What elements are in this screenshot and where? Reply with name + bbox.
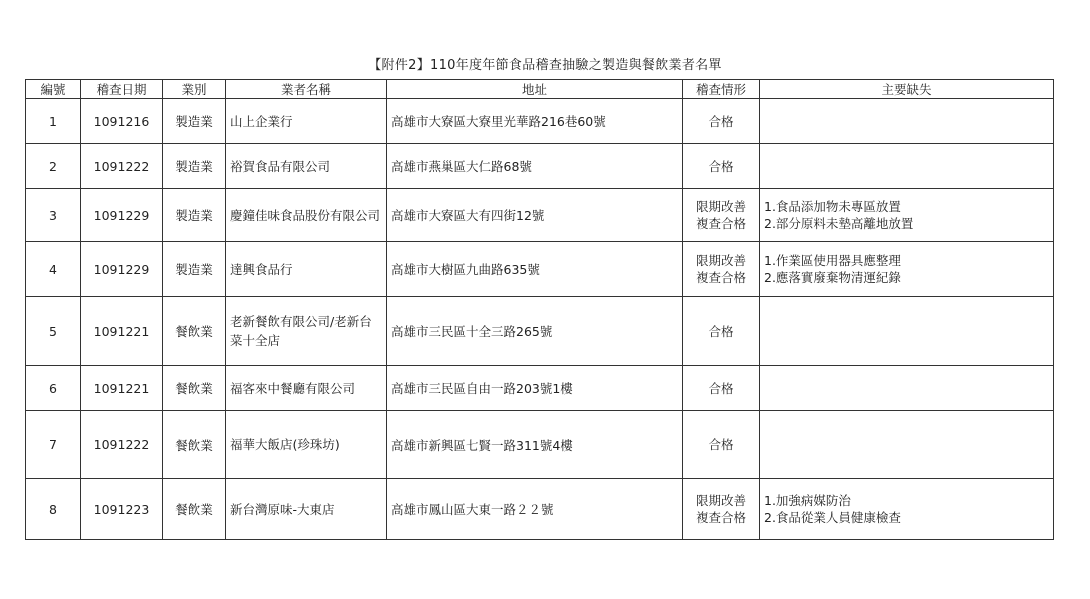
- cell-name: 慶鐘佳味食品股份有限公司: [226, 189, 387, 242]
- status-line: 合格: [708, 323, 734, 339]
- cell-type: 製造業: [163, 189, 226, 242]
- cell-no: 7: [26, 411, 81, 479]
- cell-defects: [760, 411, 1054, 479]
- cell-no: 8: [26, 479, 81, 540]
- status-line: 限期改善: [695, 199, 746, 214]
- cell-status: [683, 144, 760, 189]
- header-date: 稽查日期: [81, 80, 163, 99]
- cell-address: 高雄市大寮區大寮里光華路216巷60號: [387, 99, 683, 144]
- cell-type: 餐飲業: [163, 366, 226, 411]
- table-row: [26, 297, 1054, 366]
- cell-name: 福客來中餐廳有限公司: [226, 366, 387, 411]
- cell-type: 製造業: [163, 99, 226, 144]
- header-no: 編號: [26, 80, 81, 99]
- cell-date: 1091221: [81, 366, 163, 411]
- document-title: 【附件2】110年度年節食品稽查抽驗之製造與餐飲業者名單: [368, 58, 722, 73]
- cell-defects: [760, 297, 1054, 366]
- status-line: 限期改善: [695, 493, 746, 508]
- header-defects: 主要缺失: [760, 80, 1054, 99]
- cell-no: 1: [26, 99, 81, 144]
- defect-line: 2.應落實廢棄物清運紀錄: [764, 270, 901, 285]
- cell-status: [683, 366, 760, 411]
- cell-status: [683, 479, 760, 540]
- cell-date: 1091229: [81, 189, 163, 242]
- table-header-row: [26, 80, 1054, 99]
- cell-no: 4: [26, 242, 81, 297]
- header-address: 地址: [387, 80, 683, 99]
- table-body: [26, 99, 1054, 540]
- table-row: [26, 99, 1054, 144]
- status-line: 複查合格: [695, 270, 746, 285]
- defect-line: 1.加強病媒防治: [764, 493, 851, 508]
- table-row: [26, 144, 1054, 189]
- defect-line: 2.部分原料未墊高離地放置: [764, 216, 914, 231]
- defect-line: 1.食品添加物未專區放置: [764, 199, 901, 214]
- cell-name: 新台灣原味-大東店: [226, 479, 387, 540]
- cell-type: 餐飲業: [163, 411, 226, 479]
- status-line: 合格: [708, 158, 734, 174]
- status-line: 合格: [708, 380, 734, 396]
- cell-no: 5: [26, 297, 81, 366]
- cell-name: 達興食品行: [226, 242, 387, 297]
- cell-address: 高雄市新興區七賢一路311號4樓: [387, 411, 683, 479]
- cell-name: 福華大飯店(珍珠坊): [226, 411, 387, 479]
- cell-date: 1091216: [81, 99, 163, 144]
- cell-type: 製造業: [163, 144, 226, 189]
- table-row: [26, 242, 1054, 297]
- cell-no: 3: [26, 189, 81, 242]
- table-row: [26, 411, 1054, 479]
- cell-status: [683, 99, 760, 144]
- cell-defects: [760, 479, 1054, 540]
- defect-line: 1.作業區使用器具應整理: [764, 253, 901, 268]
- table-row: [26, 479, 1054, 540]
- cell-name: 山上企業行: [226, 99, 387, 144]
- cell-address: 高雄市三民區自由一路203號1樓: [387, 366, 683, 411]
- cell-date: 1091222: [81, 144, 163, 189]
- cell-defects: [760, 242, 1054, 297]
- cell-address: 高雄市大樹區九曲路635號: [387, 242, 683, 297]
- header-type: 業別: [163, 80, 226, 99]
- cell-status: [683, 242, 760, 297]
- cell-defects: [760, 366, 1054, 411]
- header-name: 業者名稱: [226, 80, 387, 99]
- cell-address: 高雄市鳳山區大東一路２２號: [387, 479, 683, 540]
- cell-status: [683, 411, 760, 479]
- cell-name: 裕賀食品有限公司: [226, 144, 387, 189]
- cell-type: 餐飲業: [163, 297, 226, 366]
- cell-no: 2: [26, 144, 81, 189]
- cell-defects: [760, 189, 1054, 242]
- cell-date: 1091229: [81, 242, 163, 297]
- status-line: 複查合格: [695, 510, 746, 525]
- cell-no: 6: [26, 366, 81, 411]
- cell-date: 1091222: [81, 411, 163, 479]
- cell-defects: [760, 144, 1054, 189]
- status-line: 複查合格: [695, 216, 746, 231]
- table-row: [26, 189, 1054, 242]
- cell-name: 老新餐飲有限公司/老新台菜十全店: [226, 297, 387, 366]
- cell-address: 高雄市大寮區大有四街12號: [387, 189, 683, 242]
- cell-status: [683, 189, 760, 242]
- inspection-table: [25, 79, 1054, 540]
- table-row: [26, 366, 1054, 411]
- cell-address: 高雄市燕巢區大仁路68號: [387, 144, 683, 189]
- cell-address: 高雄市三民區十全三路265號: [387, 297, 683, 366]
- cell-date: 1091223: [81, 479, 163, 540]
- cell-defects: [760, 99, 1054, 144]
- status-line: 限期改善: [695, 253, 746, 268]
- cell-type: 餐飲業: [163, 479, 226, 540]
- cell-type: 製造業: [163, 242, 226, 297]
- defect-line: 2.食品從業人員健康檢查: [764, 510, 901, 525]
- header-status: 稽查情形: [683, 80, 760, 99]
- cell-date: 1091221: [81, 297, 163, 366]
- cell-status: [683, 297, 760, 366]
- status-line: 合格: [708, 113, 734, 129]
- status-line: 合格: [708, 437, 734, 452]
